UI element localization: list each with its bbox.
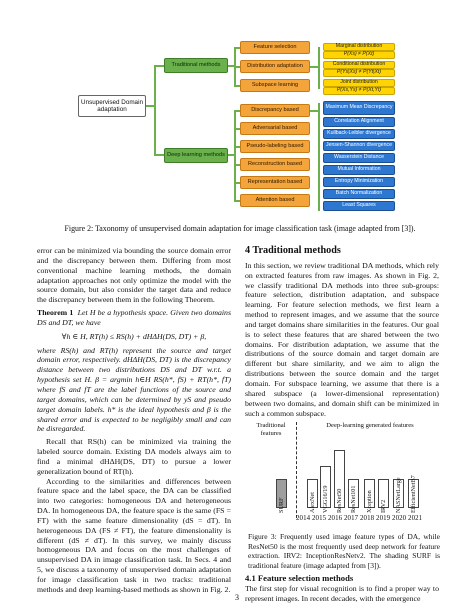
page-number: 3 xyxy=(235,593,239,602)
subspace-learning-node: Subspace learning xyxy=(240,79,310,92)
kl-divergence-item: Kullback-Leibler divergence xyxy=(323,129,395,139)
coral-item: Correlation Alignment xyxy=(323,117,395,127)
section-paragraph: In this section, we review traditional DA methods, which rely on extracted features from raw images. As shown in Fig. 2, we classify traditional DA methods into three sub-groups: feature selection, distribution adaptation, and subspace learning. For feature selection methods, we first learn a method to represent images, and we assume that the source and target domains share similarities in the features. Our goal is to select these features that are shared between the two domains. For distribution adaptation, we assume that the distributions of the source domain and target domain are different but share similarity, and we aim to align the distributions between the source domain and the target domain. For subspace learning, we assume that there is a shared subspace (a lower-dimensional representation) between two domains, and domain shift can be minimized in such a common subspace. xyxy=(245,260,439,418)
theorem-label: Theorem 1 xyxy=(37,308,74,318)
deep-features-label: Deep-learning generated features xyxy=(326,422,414,429)
right-column xyxy=(245,246,439,418)
joint-distribution-formula: P(Xs,Ys) ≠ P(Xt,Yt) xyxy=(323,87,395,95)
deep-learning-methods-node: Deep learning methods xyxy=(164,148,228,163)
connector xyxy=(154,65,164,67)
feature-types-figure xyxy=(248,422,438,534)
mutual-information-item: Mutual Information xyxy=(323,165,395,175)
pseudo-labeling-based-node: Pseudo-labeling based xyxy=(240,140,310,153)
feature-bar-label: IRV2 xyxy=(380,499,387,513)
feature-selection-node: Feature selection xyxy=(240,41,310,54)
wasserstein-item: Wasserstein Distance xyxy=(323,153,395,163)
figure-2-caption: Figure 2: Taxonomy of unsupervised domain adaptation for image classification task (image adapted from [3]). xyxy=(64,224,416,233)
feature-bar-label: SURF xyxy=(278,497,285,513)
conditional-distribution-label: Conditional distribution xyxy=(323,61,395,69)
distribution-adaptation-node: Distribution adaptation xyxy=(240,60,310,73)
mmd-item: Maximum Mean Discrepancy xyxy=(323,101,395,115)
feature-bar-label: NASNetLarge xyxy=(395,477,402,513)
js-divergence-item: Jensen-Shannon divergence xyxy=(323,141,395,151)
feature-bar-label: EfficientNetB7 xyxy=(410,475,417,513)
theorem xyxy=(37,308,231,434)
left-column xyxy=(37,246,231,595)
feature-bar-label: Xception xyxy=(366,490,373,513)
feature-bar-label: VGG16/19 xyxy=(322,485,329,513)
marginal-distribution-label: Marginal distribution xyxy=(323,43,395,51)
figure-3-caption: Figure 3: Frequently used image feature types of DA, while ResNet50 is the most frequently used deep network for feature extraction. IRV2: InceptionResNetv2. The shading SURF is traditional feature (image adapted from [3]). xyxy=(248,532,440,570)
theorem-first: Let H be a hypothesis space. Given two domains DS and DT, we have xyxy=(37,308,231,327)
batch-normalization-item: Batch Normalization xyxy=(323,189,395,199)
theorem-equation: ∀h ∈ H, RT(h) ≤ RS(h) + dHΔH(DS, DT) + β, xyxy=(61,331,207,341)
feature-bar-label: ResNet101 xyxy=(350,485,357,513)
connector xyxy=(154,154,164,156)
representation-based-node: Representation based xyxy=(240,176,310,189)
divider-line xyxy=(296,422,297,518)
feature-bar-label: AlexNet xyxy=(309,492,316,513)
paragraph-2: Recall that RS(h) can be minimized via training the labeled source domain. Existing DA models always aim to find a minimal dHΔH(DS, DT) to pursue a lower generalization bound of RT(h). xyxy=(37,437,231,476)
traditional-methods-node: Traditional methods xyxy=(164,58,228,73)
reconstruction-based-node: Reconstruction based xyxy=(240,158,310,171)
conditional-distribution-formula: P(Ys|Xs) ≠ P(Yt|Xt) xyxy=(323,69,395,77)
least-squares-item: Least Squares xyxy=(323,201,395,211)
intro-paragraph: error can be minimized via bounding the source domain error and the discrepancy between them. Differing from most conventional machine learning methods, the domain adaptation approaches not only optimize the model with the source domain, but also consider the target data and reduce the discrepancy between them in the following Theorem. xyxy=(37,246,231,305)
connector xyxy=(146,105,154,107)
entropy-minimization-item: Entropy Minimization xyxy=(323,177,395,187)
theorem-rest: where RS(h) and RT(h) represent the source and target domain error, respectively. dHΔH(DS, DT) is the discrepancy distance between two distributions DS and DT w.r.t. a hypothesis set H. β = argmin h∈H RS(h*, fS) + RT(h*, fT) where fS and fT are the label functions of the source and target domains, which can be determined by yS and pseudo target domain labels. h* is the ideal hypothesis and β is the shared error and is expected to be negligibly small and can be disregarded. xyxy=(37,345,231,434)
marginal-distribution-formula: P(Xs) ≠ P(Xt) xyxy=(323,51,395,59)
year-axis: 2014 2015 2016 2017 2018 2019 2020 2021 xyxy=(296,515,423,522)
root-node: Unsupervised Domain adaptation xyxy=(78,95,146,117)
discrepancy-based-node: Discrepancy based xyxy=(240,104,310,117)
section-heading: 4 Traditional methods xyxy=(245,245,341,256)
attention-based-node: Attention based xyxy=(240,194,310,207)
subsection-heading: 4.1 Feature selection methods xyxy=(245,573,354,583)
connector xyxy=(154,65,156,155)
paragraph-3: According to the similarities and differences between feature space and the label space, the DA can be classified into two categories: homogeneous DA and heterogeneous DA. In homogeneous DA, the feature space is the same (FS = FT) with the same feature dimensionality (dS = dT). In heterogeneous DA (FS ≠ FT), the feature dimensionality is different (dS ≠ dT). In this survey, we mainly discuss homogeneous DA and focus on the most challenges of unsupervised DA in image classification task. In Secs. 4 and 5, we discuss a taxonomy of unsupervised domain adaptation for image classification task in two tracks: traditional methods and deep learning-based methods as shown in Fig. 2. xyxy=(37,476,231,594)
subsection-paragraph: The first step for visual recognition is to find a proper way to represent images. In recent decades, with the emergence xyxy=(245,584,439,603)
traditional-features-label: Traditional features xyxy=(256,422,286,437)
adversarial-based-node: Adversarial based xyxy=(240,122,310,135)
joint-distribution-label: Joint distribution xyxy=(323,79,395,87)
feature-bar-label: ResNet50 xyxy=(336,488,343,513)
